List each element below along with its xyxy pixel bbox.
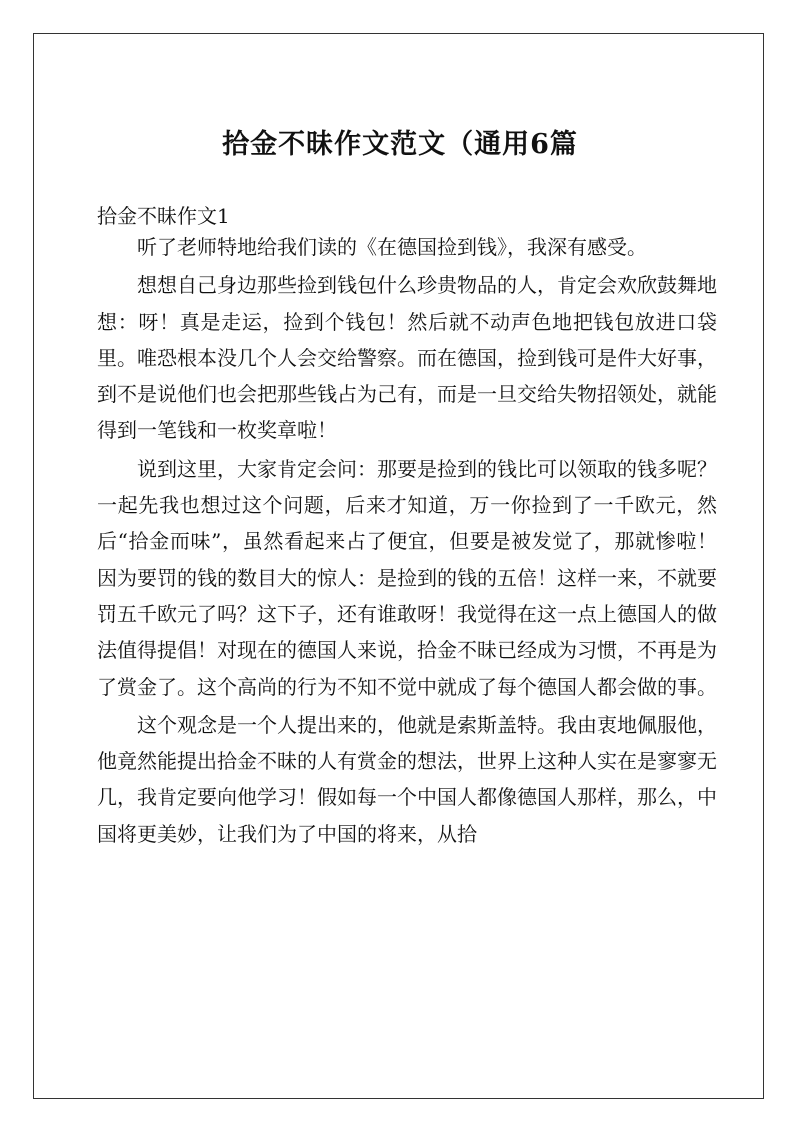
paragraph: 这个观念是一个人提出来的，他就是索斯盖特。我由衷地佩服他，他竟然能提出拾金不昧的人有赏金的想法，世界上这种人实在是寥寥无几，我肯定要向他学习！假如每一个中国人都像德国人那样，那么，中国将更美妙，让我们为了中国的将来，从拾 — [97, 712, 717, 846]
document-title: 拾金不昧作文范文（通用6篇 — [222, 129, 578, 160]
document-body — [97, 229, 717, 854]
paragraph: 听了老师特地给我们读的《在德国捡到钱》，我深有感受。 — [137, 235, 647, 259]
paragraph: 想想自己身边那些捡到钱包什么珍贵物品的人，肯定会欢欣鼓舞地想：呀！真是走运，捡到个钱包！然后就不动声色地把钱包放进口袋里。唯恐根本没几个人会交给警察。而在德国，捡到钱可是件大好事，到不是说他们也会把那些钱占为己有，而是一旦交给失物招领处，就能得到一笔钱和一枚奖章啦！ — [97, 273, 717, 443]
section-heading: 拾金不昧作文1 — [97, 204, 230, 228]
paragraph: 说到这里，大家肯定会问：那要是捡到的钱比可以领取的钱多呢？一起先我也想过这个问题，后来才知道，万一你捡到了一千欧元，然后“拾金而味”，虽然看起来占了便宜，但要是被发觉了，那就惨啦！因为要罚的钱的数目大的惊人：是捡到的钱的五倍！这样一来，不就要罚五千欧元了吗？这下子，还有谁敢呀！我觉得在这一点上德国人的做法值得提倡！对现在的德国人来说，拾金不昧已经成为习惯，不再是为了赏金了。这个高尚的行为不知不觉中就成了每个德国人都会做的事。 — [97, 456, 717, 699]
